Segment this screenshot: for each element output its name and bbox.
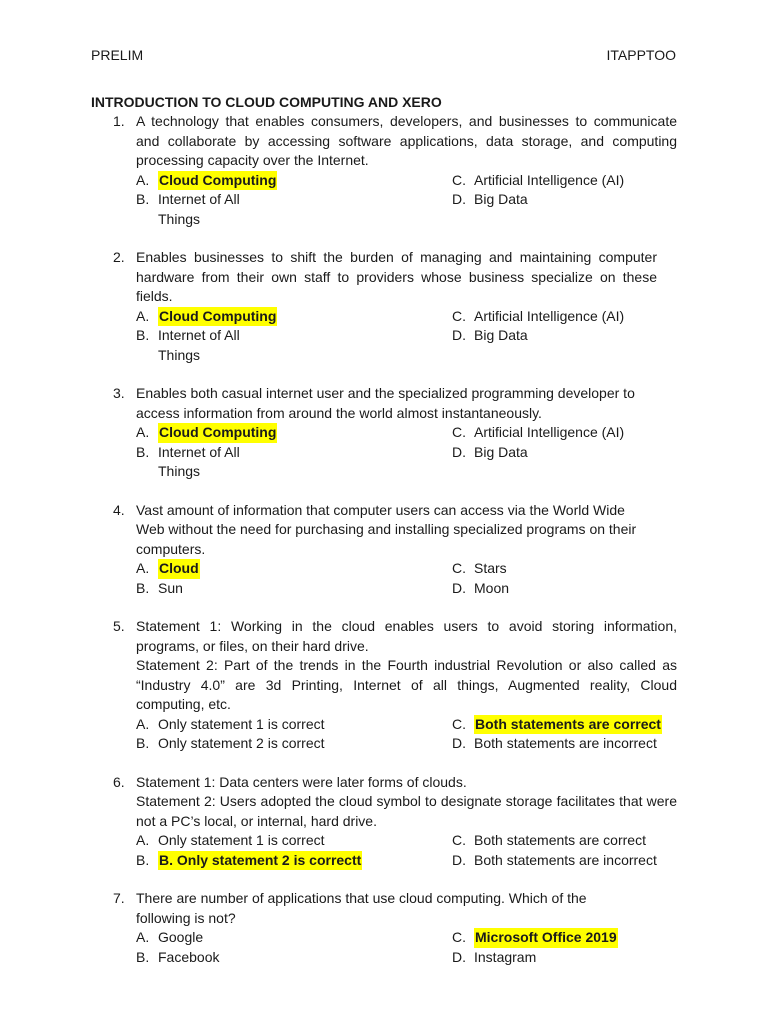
option-text: Big Data xyxy=(474,327,528,343)
option-label: A. xyxy=(136,715,150,732)
option-text: Both statements are incorrect xyxy=(474,851,657,868)
option-label: D. xyxy=(452,443,466,460)
option-text: Big Data xyxy=(474,191,528,207)
option-label: C. xyxy=(452,424,466,440)
option-text: Stars xyxy=(474,560,507,576)
answer-option-b xyxy=(136,326,268,365)
option-text: Internet of All Things xyxy=(158,443,240,479)
answer-option-a xyxy=(136,715,325,735)
option-text: Big Data xyxy=(474,443,528,460)
answer-option-d xyxy=(452,190,528,210)
answer-option-c xyxy=(452,559,507,579)
option-text: Only statement 2 is correct xyxy=(158,735,325,751)
question-stem: Statement 2: Part of the trends in the Fourth industrial Revolution or also called as “Industry 4.0” are 3d Printing, Internet of all things, Augmented reality, Cloud computing, etc. xyxy=(136,657,677,712)
option-label: A. xyxy=(136,832,150,848)
answer-option-d xyxy=(452,851,657,871)
option-text: Artificial Intelligence (AI) xyxy=(474,424,625,440)
option-text-correct: Cloud xyxy=(158,559,200,579)
question-stem: Vast amount of information that computer users can access via the World Wide Web without the need for purchasing and installing specialized programs on their computers. xyxy=(136,501,637,557)
answer-option-a xyxy=(136,831,325,851)
option-text: Internet of All Things xyxy=(158,191,240,227)
option-label: A. xyxy=(136,560,150,576)
question-stem: Enables businesses to shift the burden of managing and maintaining computer hardware from their own staff to providers whose business specialize on these fields. xyxy=(136,249,657,304)
option-label: C. xyxy=(452,832,466,848)
question-item xyxy=(0,773,768,871)
question-number: 2. xyxy=(113,249,125,265)
answer-option-a xyxy=(136,559,200,579)
answer-option-c xyxy=(452,423,624,443)
answer-option-b xyxy=(136,948,219,968)
option-label: D. xyxy=(452,579,466,596)
answer-options xyxy=(136,928,696,967)
header-left: PRELIM xyxy=(91,47,144,63)
option-text: Both statements are correct xyxy=(474,832,646,848)
option-text: Only statement 1 is correct xyxy=(158,832,325,848)
option-label: C. xyxy=(452,560,466,576)
option-label: A. xyxy=(136,307,150,324)
answer-option-d xyxy=(452,443,528,463)
answer-option-b xyxy=(136,851,362,871)
question-number: 6. xyxy=(113,773,125,790)
option-label: C. xyxy=(452,171,466,188)
option-text: Google xyxy=(158,929,204,945)
option-label: D. xyxy=(452,327,466,343)
option-label: C. xyxy=(452,307,466,324)
question-number: 7. xyxy=(113,890,125,906)
option-text: Internet of All Things xyxy=(158,327,240,363)
option-label: B. xyxy=(136,851,150,868)
option-text: Instagram xyxy=(474,948,537,965)
option-text-correct: B. Only statement 2 is correctt xyxy=(158,851,362,871)
answer-options xyxy=(136,559,696,598)
question-item xyxy=(0,384,768,482)
option-label: D. xyxy=(452,851,466,868)
option-label: B. xyxy=(136,948,150,965)
question-number: 3. xyxy=(113,385,125,401)
option-label: C. xyxy=(452,715,466,732)
option-label: D. xyxy=(452,948,466,965)
option-text: Both statements are incorrect xyxy=(474,735,657,751)
question-item xyxy=(0,889,768,967)
question-stem: Statement 2: Users adopted the cloud symbol to designate storage facilitates that were not a PC’s local, or internal, hard drive. xyxy=(136,793,677,829)
answer-option-b xyxy=(136,734,325,754)
answer-option-c xyxy=(452,831,646,851)
option-label: B. xyxy=(136,443,150,460)
answer-option-a xyxy=(136,928,203,948)
answer-option-c xyxy=(452,928,618,948)
answer-options xyxy=(136,831,696,870)
question-stem: A technology that enables consumers, developers, and businesses to communicate and collaborate by accessing software applications, data storage, and computing processing capacity over the Internet. xyxy=(136,113,677,168)
answer-option-d xyxy=(452,948,536,968)
header-right: ITAPPTOO xyxy=(606,47,676,63)
option-text-correct: Microsoft Office 2019 xyxy=(474,928,618,948)
option-text-correct: Cloud Computing xyxy=(158,307,277,327)
answer-options xyxy=(136,171,696,230)
answer-option-a xyxy=(136,423,277,443)
answer-options xyxy=(136,715,696,754)
answer-option-d xyxy=(452,734,657,754)
answer-option-b xyxy=(136,190,268,229)
option-text: Artificial Intelligence (AI) xyxy=(474,171,625,188)
option-text: Only statement 1 is correct xyxy=(158,715,325,732)
question-stem: Statement 1: Working in the cloud enables users to avoid storing information, programs, or files, on their hard drive. xyxy=(136,618,677,654)
answer-option-b xyxy=(136,443,268,482)
answer-option-d xyxy=(452,326,528,346)
option-label: B. xyxy=(136,327,150,343)
question-item xyxy=(0,501,768,599)
option-label: D. xyxy=(452,191,466,207)
option-label: A. xyxy=(136,929,150,945)
question-list xyxy=(0,112,768,967)
question-item xyxy=(0,617,768,754)
answer-option-a xyxy=(136,307,277,327)
answer-option-b xyxy=(136,579,183,599)
option-text: Facebook xyxy=(158,948,220,965)
question-item xyxy=(0,248,768,365)
question-stem: Statement 1: Data centers were later forms of clouds. xyxy=(136,773,467,790)
answer-option-a xyxy=(136,171,277,191)
answer-option-c xyxy=(452,171,624,191)
option-text: Moon xyxy=(474,579,510,596)
question-stem: There are number of applications that use cloud computing. Which of the following is not? xyxy=(136,890,587,926)
answer-options xyxy=(136,423,696,482)
option-label: B. xyxy=(136,579,150,596)
option-label: A. xyxy=(136,171,150,188)
option-text-correct: Cloud Computing xyxy=(158,171,277,191)
answer-options xyxy=(136,307,696,366)
answer-option-d xyxy=(452,579,509,599)
page-title: INTRODUCTION TO CLOUD COMPUTING AND XERO xyxy=(91,94,442,110)
option-text: Artificial Intelligence (AI) xyxy=(474,307,625,324)
option-label: D. xyxy=(452,735,466,751)
option-label: A. xyxy=(136,424,150,440)
option-text: Sun xyxy=(158,579,183,596)
option-label: B. xyxy=(136,191,150,207)
question-number: 4. xyxy=(113,501,125,518)
option-text-correct: Cloud Computing xyxy=(158,423,277,443)
option-text-correct: Both statements are correct xyxy=(474,715,662,735)
answer-option-c xyxy=(452,715,662,735)
question-number: 1. xyxy=(113,113,125,129)
question-stem: Enables both casual internet user and the specialized programming developer to access information from around the world almost instantaneously. xyxy=(136,385,635,421)
question-item xyxy=(0,112,768,229)
answer-option-c xyxy=(452,307,624,327)
option-label: C. xyxy=(452,929,466,945)
option-label: B. xyxy=(136,735,150,751)
question-number: 5. xyxy=(113,618,125,634)
